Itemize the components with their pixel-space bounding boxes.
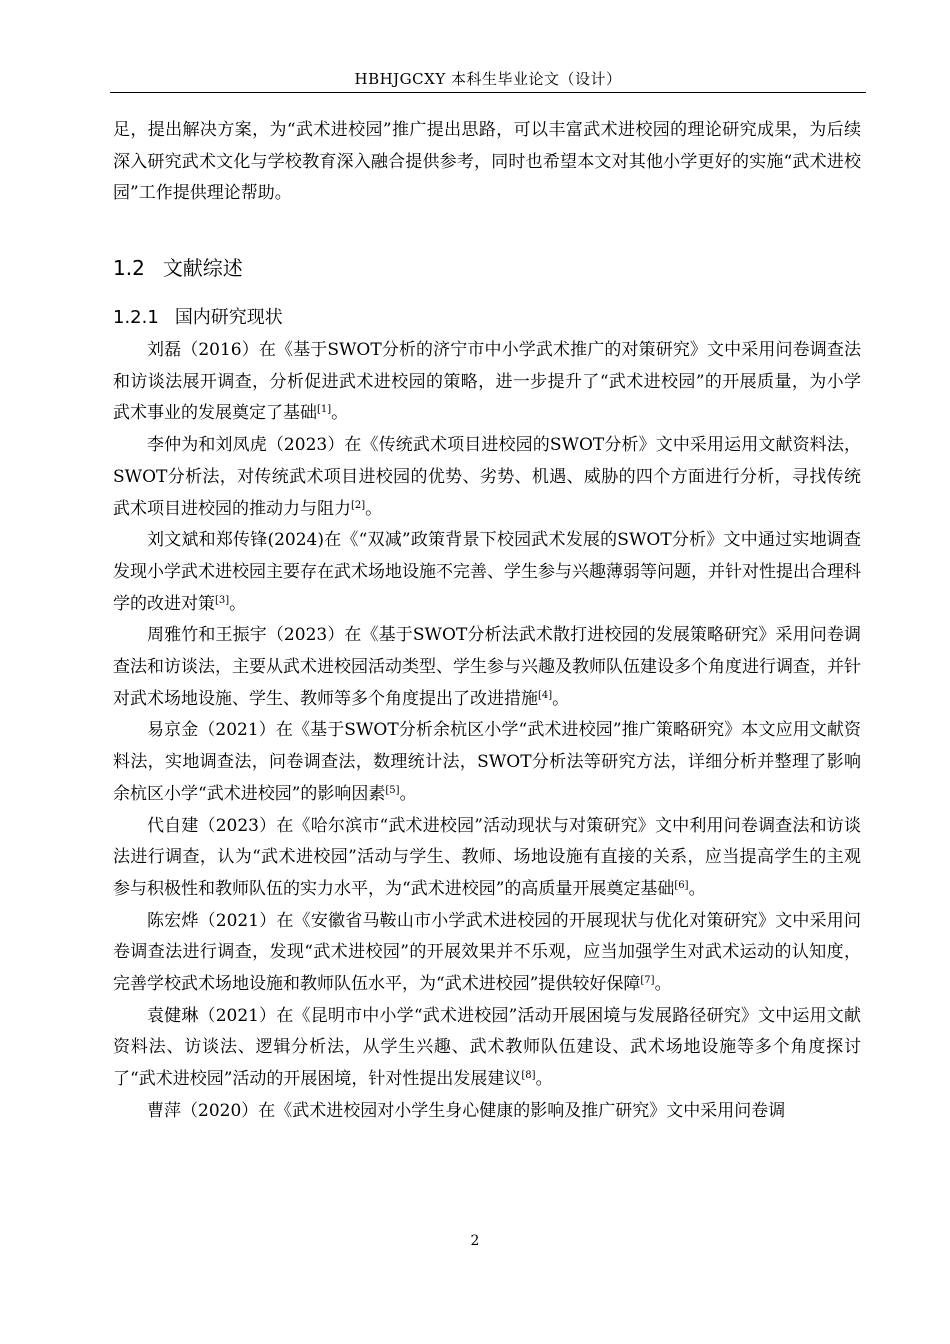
section-title: 文献综述 bbox=[162, 256, 243, 280]
page-number: 2 bbox=[470, 1233, 480, 1249]
section-number: 1.2 bbox=[113, 256, 145, 280]
citation-marker: [2] bbox=[351, 499, 366, 511]
literature-review bbox=[113, 335, 861, 1128]
header-divider bbox=[110, 92, 866, 93]
intro-text: 足，提出解决方案，为“武术进校园”推广提出思路，可以丰富武术进校园的理论研究成果，为后续深入研究武术文化与学校教育深入融合提供参考，同时也希望本文对其他小学更好的实施“武术进校园”工作提供理论帮助。 bbox=[113, 120, 861, 204]
review-paragraph: 陈宏烨（2021）在《安徽省马鞍山市小学武术进校园的开展现状与优化对策研究》文中采用问卷调查法进行调查，发现“武术进校园”的开展效果并不乐观，应当加强学生对武术运动的认知度，完善学校武术场地设施和教师队伍水平，为“武术进校园”提供较好保障[7]。 bbox=[113, 910, 861, 995]
section-heading-1-2 bbox=[113, 252, 243, 281]
review-paragraph: 易京金（2021）在《基于SWOT分析余杭区小学“武术进校园”推广策略研究》本文应用文献资料法，实地调查法，问卷调查法，数理统计法，SWOT分析法等研究方法，详细分析并整理了影响余杭区小学“武术进校园”的影响因素[5]。 bbox=[113, 720, 861, 804]
subsection-number: 1.2.1 bbox=[113, 307, 159, 328]
citation-marker: [5] bbox=[385, 784, 400, 796]
review-paragraph: 李仲为和刘凤虎（2023）在《传统武术项目进校园的SWOT分析》文中采用运用文献资料法，SWOT分析法，对传统武术项目进校园的优势、劣势、机遇、威胁的四个方面进行分析，寻找传统武术项目进校园的推动力与阻力[2]。 bbox=[113, 435, 861, 519]
citation-marker: [7] bbox=[640, 975, 655, 987]
citation-marker: [1] bbox=[317, 404, 332, 416]
review-paragraph: 周雅竹和王振宇（2023）在《基于SWOT分析法武术散打进校园的发展策略研究》采用问卷调查法和访谈法，主要从武术进校园活动类型、学生参与兴趣及教师队伍建设多个角度进行调查，并针对武术场地设施、学生、教师等多个角度提出了改进措施[4]。 bbox=[113, 625, 861, 709]
citation-marker: [8] bbox=[521, 1070, 536, 1082]
review-paragraph: 曹萍（2020）在《武术进校园对小学生身心健康的影响及推广研究》文中采用问卷调 bbox=[147, 1100, 786, 1121]
intro-paragraph bbox=[113, 115, 861, 210]
running-header: HBHJGCXY 本科生毕业论文（设计） bbox=[354, 70, 622, 88]
subsection-title: 国内研究现状 bbox=[174, 307, 283, 328]
citation-marker: [4] bbox=[538, 689, 553, 701]
review-paragraph: 刘文斌和郑传锋(2024)在《“双减”政策背景下校园武术发展的SWOT分析》文中通过实地调查发现小学武术进校园主要存在武术场地设施不完善、学生参与兴趣薄弱等问题，并针对性提出合理科学的改进对策[3]。 bbox=[113, 530, 861, 614]
citation-marker: [6] bbox=[674, 879, 689, 891]
citation-marker: [3] bbox=[215, 594, 230, 606]
review-paragraph: 袁健琳（2021）在《昆明市中小学“武术进校园”活动开展困境与发展路径研究》文中运用文献资料法、访谈法、逻辑分析法，从学生兴趣、武术教师队伍建设、武术场地设施等多个角度探讨了“武术进校园”活动的开展困境，针对性提出发展建议[8]。 bbox=[113, 1005, 861, 1090]
subsection-heading-1-2-1 bbox=[113, 303, 283, 329]
review-paragraph: 代自建（2023）在《哈尔滨市“武术进校园”活动现状与对策研究》文中利用问卷调查法和访谈法进行调查，认为“武术进校园”活动与学生、教师、场地设施有直接的关系，应当提高学生的主观参与积极性和教师队伍的实力水平，为“武术进校园”的高质量开展奠定基础[6]。 bbox=[113, 815, 861, 899]
review-paragraph: 刘磊（2016）在《基于SWOT分析的济宁市中小学武术推广的对策研究》文中采用问卷调查法和访谈法展开调查，分析促进武术进校园的策略，进一步提升了“武术进校园”的开展质量，为小学武术事业的发展奠定了基础[1]。 bbox=[113, 340, 861, 424]
